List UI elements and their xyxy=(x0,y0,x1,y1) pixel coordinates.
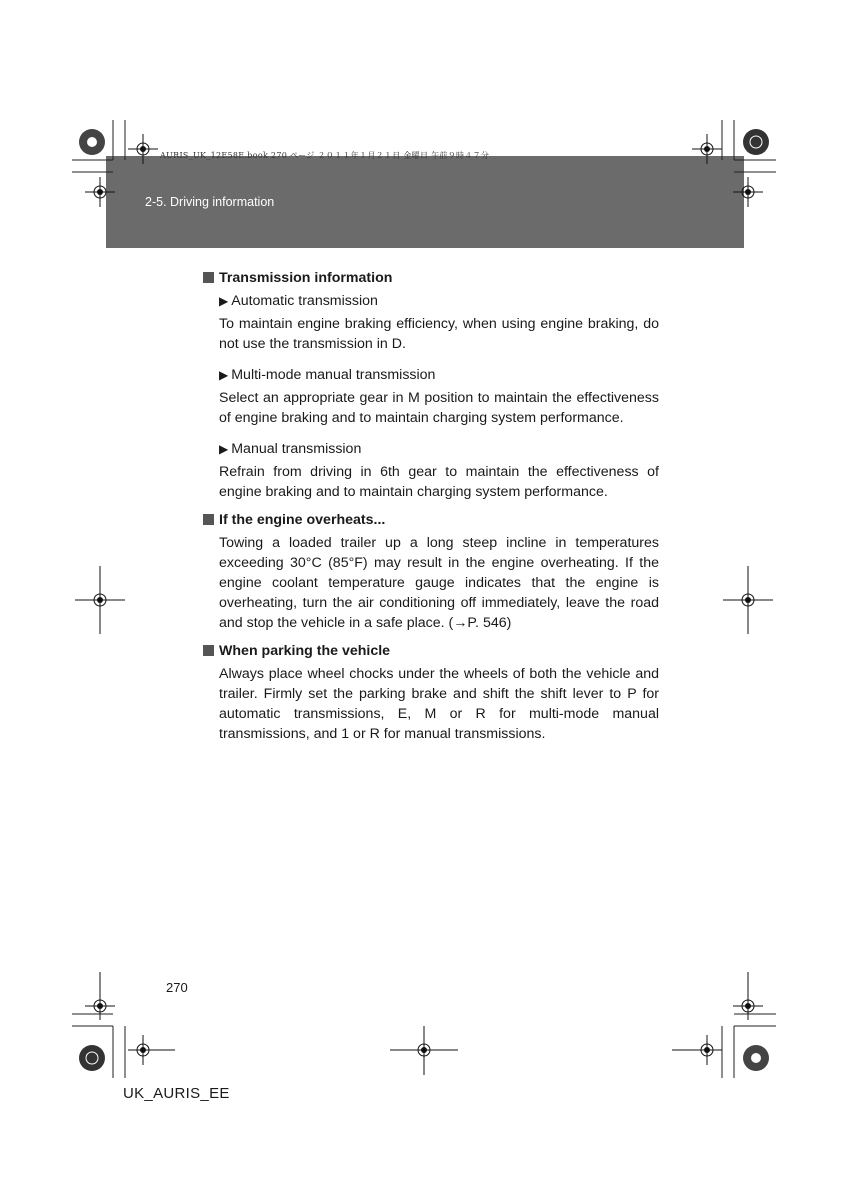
paragraph-automatic: To maintain engine braking efficiency, when using engine braking, do not use the transmission in D. xyxy=(219,316,659,352)
print-info-line: AURIS_UK_12E58E.book 270 ページ ２０１１年１月２１日 金曜日 午前９時４７分 xyxy=(160,151,490,160)
triangle-bullet-icon: ▶ xyxy=(219,442,229,456)
section-title: 2-5. Driving information xyxy=(145,195,275,209)
subsection-label-manual: ▶ Manual transmission xyxy=(219,441,362,457)
starburst-mark-bottom-right xyxy=(743,1045,769,1071)
page-number: 270 xyxy=(166,980,188,995)
paragraph-parking: Always place wheel chocks under the wheels of both the vehicle and trailer. Firmly set the parking brake and shift the shift lever to P for automatic transmissions, E, M or R for multi-mode manual transmissions, and 1 or R for manual transmissions. xyxy=(219,666,659,742)
crosshair-bottom-left-b xyxy=(128,1035,175,1065)
paragraph-multimode: Select an appropriate gear in M position to maintain the effectiveness of engine braking and to maintain charging system performance. xyxy=(219,390,659,426)
subsection-label-multimode: ▶ Multi-mode manual transmission xyxy=(219,367,436,383)
crosshair-bottom-right-a xyxy=(672,1035,722,1065)
starburst-mark-top-right xyxy=(743,129,769,155)
triangle-bullet-icon: ▶ xyxy=(219,368,229,382)
starburst-mark-bottom-left xyxy=(79,1045,105,1071)
paragraph-overheats: Towing a loaded trailer up a long steep incline in temperatures exceeding 30°C (85°F) may result in the engine overheating. If the engine coolant temperature gauge indicates that the engine is overheating, turn the air conditioning off immediately, leave the road and stop the vehicle in a safe place. (→P. 546) xyxy=(219,535,659,631)
crosshair-bottom-left-a xyxy=(85,972,115,1020)
paragraph-manual: Refrain from driving in 6th gear to maintain the effectiveness of engine braking and to maintain charging system performance. xyxy=(219,464,659,500)
section-heading-parking: When parking the vehicle xyxy=(203,641,659,661)
subsection-label-automatic: ▶ Automatic transmission xyxy=(219,293,378,309)
triangle-bullet-icon: ▶ xyxy=(219,294,229,308)
starburst-mark-top-left xyxy=(79,129,105,155)
section-heading-transmission: Transmission information xyxy=(203,268,659,288)
section-heading-overheats: If the engine overheats... xyxy=(203,510,659,530)
square-bullet-icon xyxy=(203,514,214,525)
main-content xyxy=(203,268,659,744)
square-bullet-icon xyxy=(203,272,214,283)
footer-code: UK_AURIS_EE xyxy=(123,1085,230,1102)
square-bullet-icon xyxy=(203,645,214,656)
crosshair-bottom-right-b xyxy=(733,972,763,1020)
